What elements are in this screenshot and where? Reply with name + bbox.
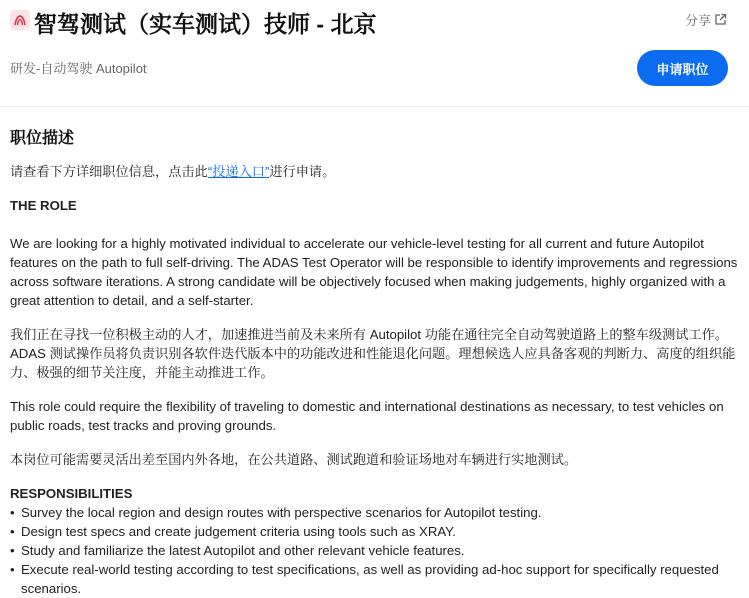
- role-paragraph-en: We are looking for a highly motivated individual to accelerate our vehicle-level testing for all current and future Autopilot features on the path to full self-driving. The ADAS Test Operator will be responsible to identify improvements and regressions across software iterations. A strong candidate will be objectively focused when making judgements, highly organized with a great attention to detail, and a self-starter.: [10, 236, 738, 308]
- share-label: 分享: [684, 13, 711, 28]
- intro-text: [10, 162, 739, 181]
- travel-paragraph-zh: 本岗位可能需要灵活出差至国内外各地，在公共道路、测试跑道和验证场地对车辆进行实地测试。: [10, 452, 578, 467]
- job-description: [10, 128, 739, 598]
- responsibilities-list: [10, 503, 739, 598]
- section-heading: 职位描述: [10, 130, 75, 147]
- share-button[interactable]: [685, 10, 727, 29]
- intro-suffix: 进行申请。: [269, 164, 336, 179]
- list-item: • Study and familiarize the latest Autopilot and other relevant vehicle features.: [10, 541, 739, 560]
- share-icon: [714, 13, 727, 26]
- role-heading: THE ROLE: [10, 198, 77, 213]
- list-item: • Survey the local region and design routes with perspective scenarios for Autopilot testing.: [10, 503, 739, 522]
- job-title: 智驾测试（实车测试）技师 - 北京: [34, 11, 377, 37]
- travel-paragraph-en: This role could require the flexibility of traveling to domestic and international destinations as necessary, to test vehicles on public roads, test tracks and proving grounds.: [10, 399, 724, 433]
- company-logo: [10, 10, 30, 30]
- intro-prefix: 请查看下方详细职位信息，点击此: [10, 164, 208, 179]
- role-paragraph-zh: 我们正在寻找一位积极主动的人才，加速推进当前及未来所有 Autopilot 功能在通往完全自动驾驶道路上的整车级测试工作。ADAS 测试操作员将负责识别各软件迭代版本中的功能改进和性能退化问题。理想候选人应具备客观的判断力、高度的组织能力、极强的细节关注度，并能主动推进工作。: [10, 327, 736, 380]
- responsibilities-heading: RESPONSIBILITIES: [10, 486, 133, 501]
- apply-link[interactable]: “投递入口”: [207, 164, 270, 179]
- list-item: • Design test specs and create judgement criteria using tools such as XRAY.: [10, 522, 739, 541]
- header-divider: [0, 106, 749, 107]
- list-item: • Execute real-world testing according to test specifications, as well as providing ad-hoc support for specifically requested scenarios.: [10, 560, 739, 598]
- logo-mark-icon: [13, 13, 27, 27]
- job-category: 研发-自动驾驶 Autopilot: [10, 61, 147, 76]
- apply-button[interactable]: 申请职位: [637, 50, 728, 86]
